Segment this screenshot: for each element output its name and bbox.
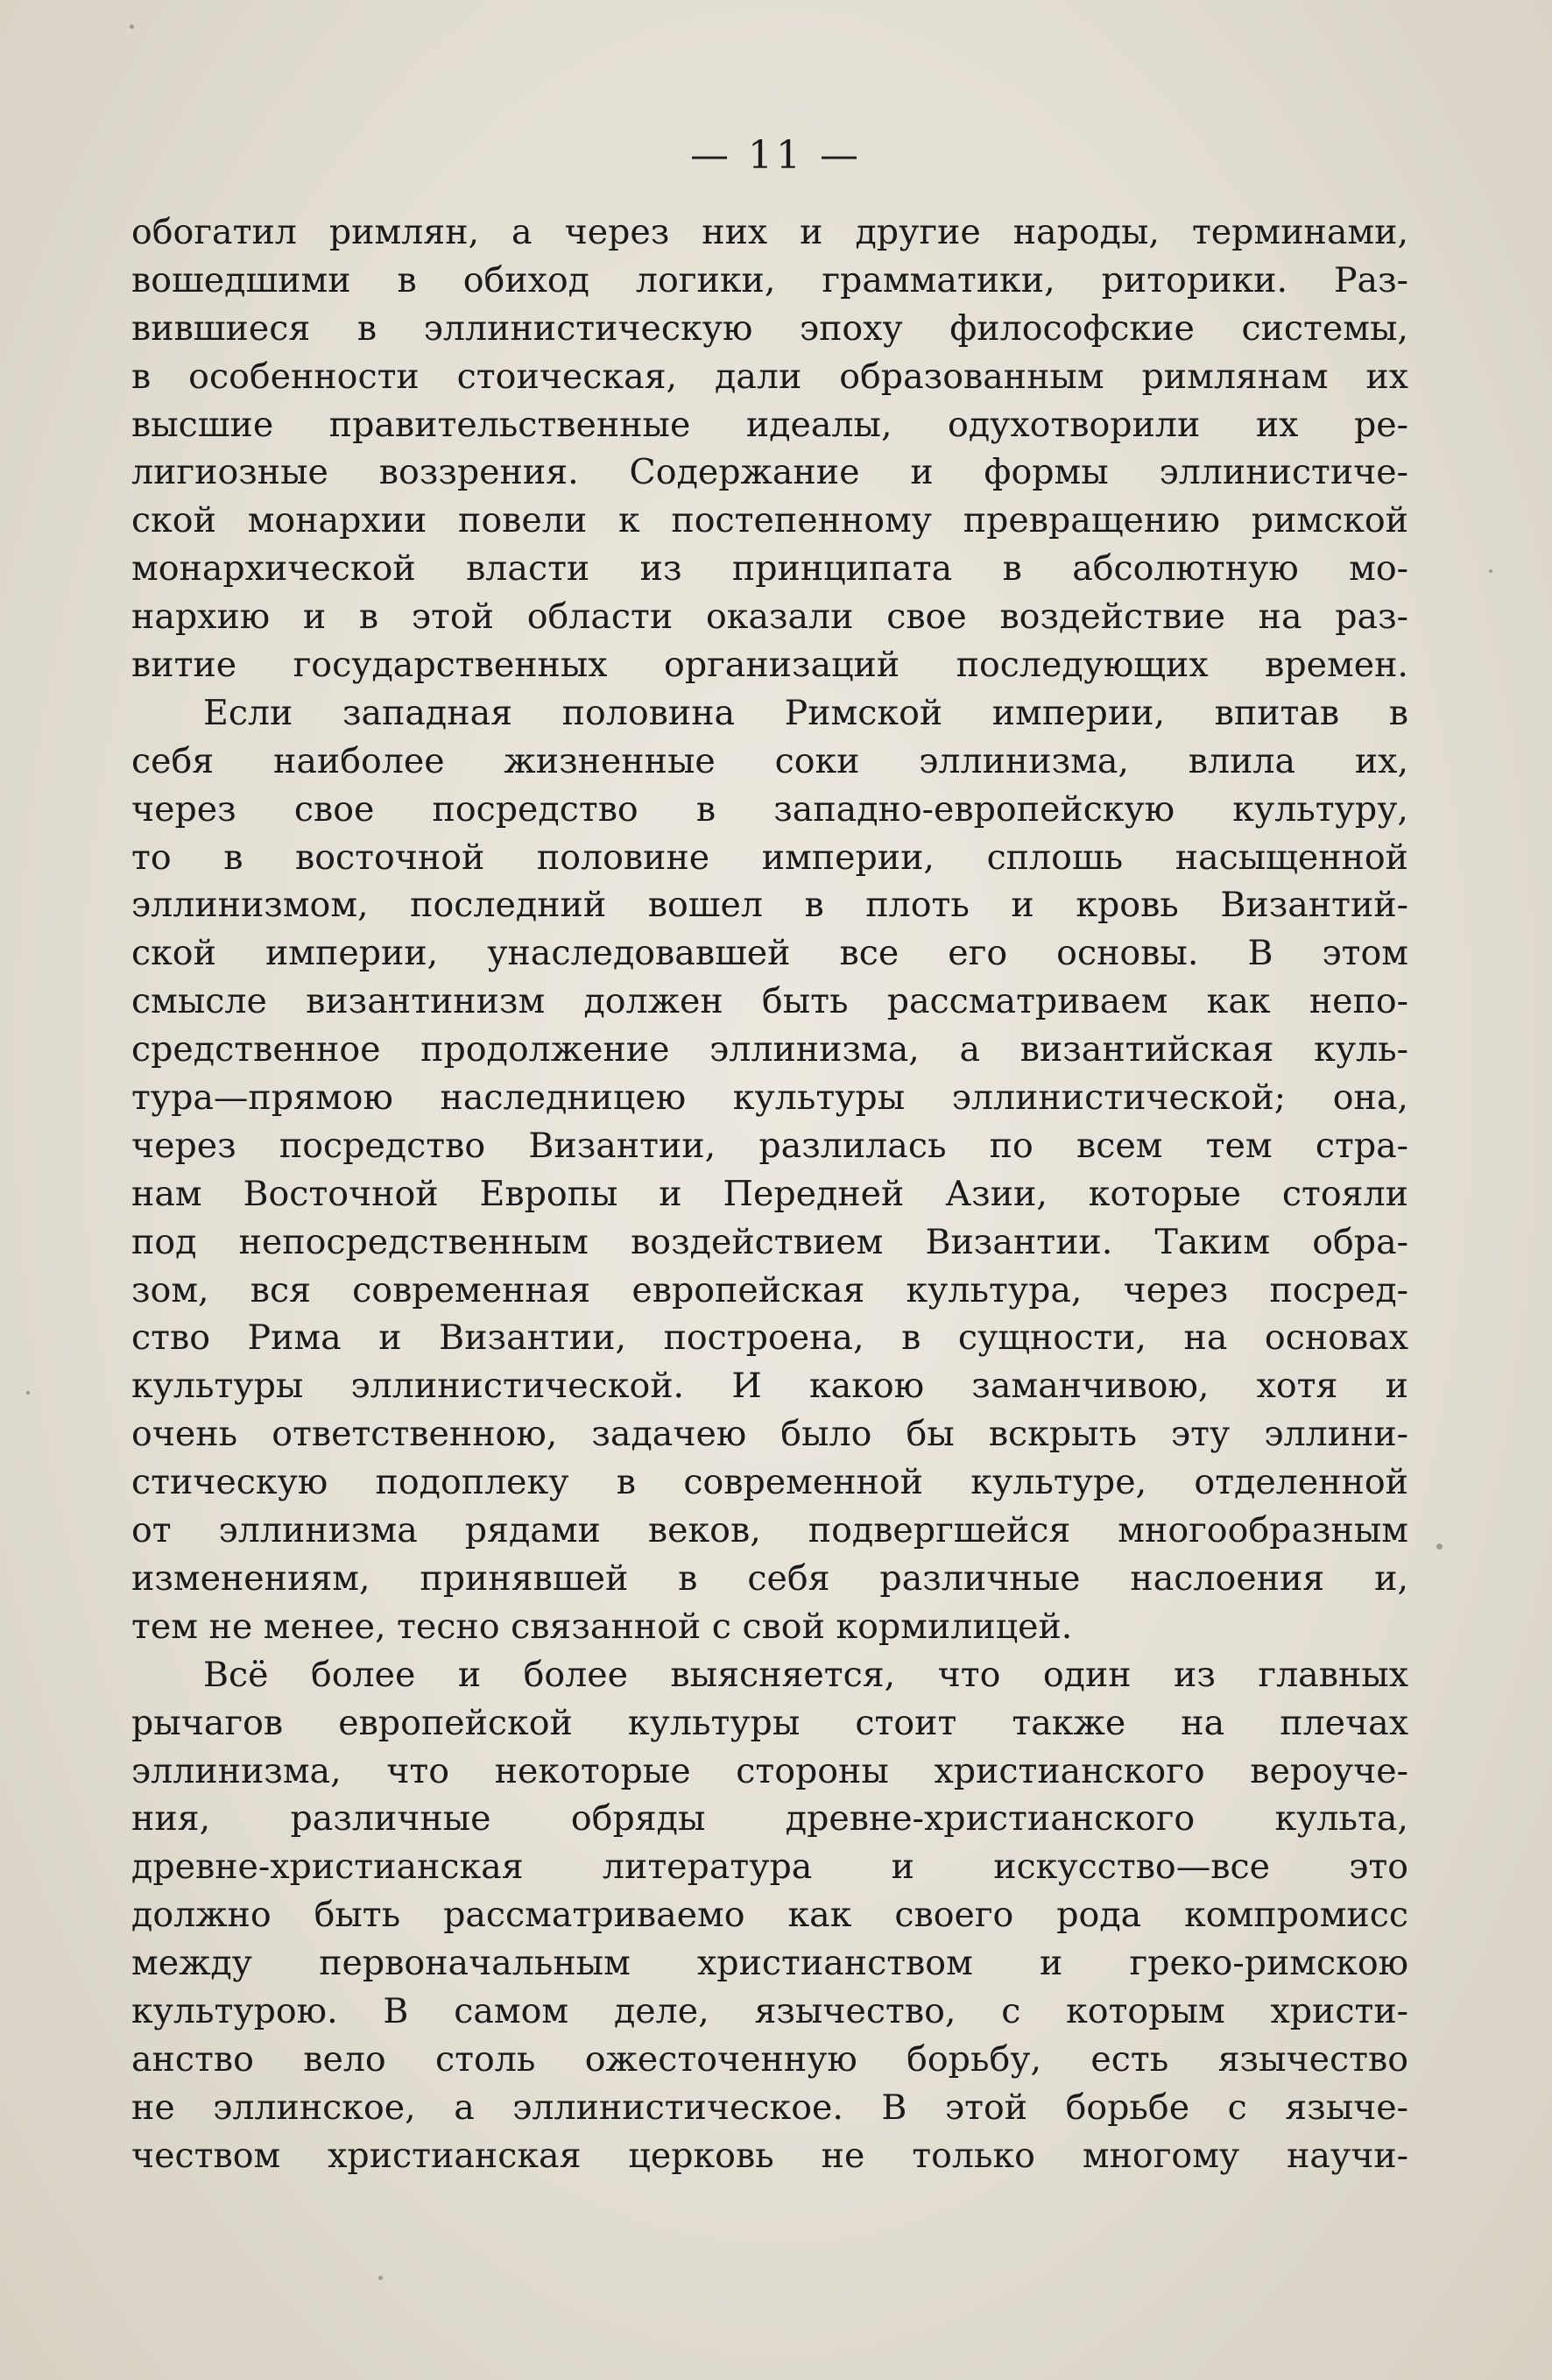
text-line: культурою. В самом деле, язычество, с которым христи- bbox=[131, 1990, 1408, 2031]
paragraph-3 bbox=[131, 1651, 1408, 2180]
text-line: вившиеся в эллинистическую эпоху философские системы, bbox=[131, 307, 1408, 349]
page-number: — 11 — bbox=[690, 133, 862, 178]
text-line: то в восточной половине империи, сплошь насыщенной bbox=[131, 837, 1408, 878]
text-line: не эллинское, а эллинистическое. В этой борьбе с языче- bbox=[131, 2087, 1408, 2128]
text-line: высшие правительственные идеалы, одухотворили их ре- bbox=[131, 404, 1408, 445]
text-line: ской монархии повели к постепенному превращению римской bbox=[131, 500, 1408, 541]
text-line: очень ответственною, задачею было бы вскрыть эту эллини- bbox=[131, 1414, 1408, 1455]
text-line: через посредство Византии, разлилась по всем тем стра- bbox=[131, 1125, 1408, 1166]
paper-speck bbox=[130, 25, 134, 29]
text-line: древне-христианская литература и искусство—все это bbox=[131, 1847, 1408, 1888]
text-line: нархию и в этой области оказали свое воздействие на раз- bbox=[131, 597, 1408, 638]
body-text bbox=[131, 208, 1408, 2180]
text-line: через свое посредство в западно-европейскую культуру, bbox=[131, 788, 1408, 830]
text-line: эллинизмом, последний вошел в плоть и кровь Византий- bbox=[131, 885, 1408, 926]
paper-speck bbox=[378, 2276, 383, 2280]
text-line: ния, различные обряды древне-христианского культа, bbox=[131, 1798, 1408, 1840]
text-line: вошедшими в обиход логики, грамматики, риторики. Раз- bbox=[131, 259, 1408, 300]
text-line: тем не менее, тесно связанной с свой кормилицей. bbox=[131, 1606, 1073, 1647]
text-line: смысле византинизм должен быть рассматриваем как непо- bbox=[131, 981, 1408, 1022]
text-line: Если западная половина Римской империи, впитав в bbox=[203, 692, 1408, 733]
text-line: стическую подоплеку в современной культуре, отделенной bbox=[131, 1462, 1408, 1503]
text-line: нам Восточной Европы и Передней Азии, которые стояли bbox=[131, 1173, 1408, 1214]
text-line: в особенности стоическая, дали образованным римлянам их bbox=[131, 356, 1408, 397]
text-line: лигиозные воззрения. Содержание и формы эллинистиче- bbox=[131, 452, 1408, 493]
paper-speck bbox=[1489, 569, 1492, 573]
text-line: между первоначальным христианством и греко-римскою bbox=[131, 1943, 1408, 1984]
text-line: эллинизма, что некоторые стороны христианского вероуче- bbox=[131, 1750, 1408, 1791]
text-line: себя наиболее жизненные соки эллинизма, влила их, bbox=[131, 740, 1408, 781]
text-line: ской империи, унаследовавшей все его основы. В этом bbox=[131, 933, 1408, 974]
text-line: изменениям, принявшей в себя различные наслоения и, bbox=[131, 1557, 1408, 1599]
text-line: должно быть рассматриваемо как своего рода компромисс bbox=[131, 1895, 1408, 1936]
text-line: средственное продолжение эллинизма, а византийская куль- bbox=[131, 1029, 1408, 1070]
text-line: рычагов европейской культуры стоит также на плечах bbox=[131, 1702, 1408, 1743]
text-line: культуры эллинистической. И какою заманчивою, хотя и bbox=[131, 1366, 1408, 1407]
text-line: витие государственных организаций последующих времен. bbox=[131, 645, 1408, 686]
text-line: ство Рима и Византии, построена, в сущности, на основах bbox=[131, 1317, 1408, 1359]
text-line: чеством христианская церковь не только многому научи- bbox=[131, 2135, 1408, 2176]
paragraph-2 bbox=[131, 689, 1408, 1651]
text-line: Всё более и более выясняется, что один из главных bbox=[203, 1654, 1408, 1695]
paper-speck bbox=[1436, 1543, 1443, 1550]
text-line: монархической власти из принципата в абсолютную мо- bbox=[131, 548, 1408, 590]
text-line: обогатил римлян, а через них и другие народы, терминами, bbox=[131, 212, 1408, 252]
text-line: анство вело столь ожесточенную борьбу, есть язычество bbox=[131, 2038, 1408, 2080]
paragraph-1 bbox=[131, 208, 1408, 689]
text-line: под непосредственным воздействием Византии. Таким обра- bbox=[131, 1221, 1408, 1262]
paper-speck bbox=[26, 1391, 30, 1395]
text-line: от эллинизма рядами веков, подвергшейся многообразным bbox=[131, 1510, 1408, 1551]
text-line: зом, вся современная европейская культура, через посред- bbox=[131, 1269, 1408, 1310]
text-line: тура—прямою наследницею культуры эллинистической; она, bbox=[131, 1077, 1408, 1119]
